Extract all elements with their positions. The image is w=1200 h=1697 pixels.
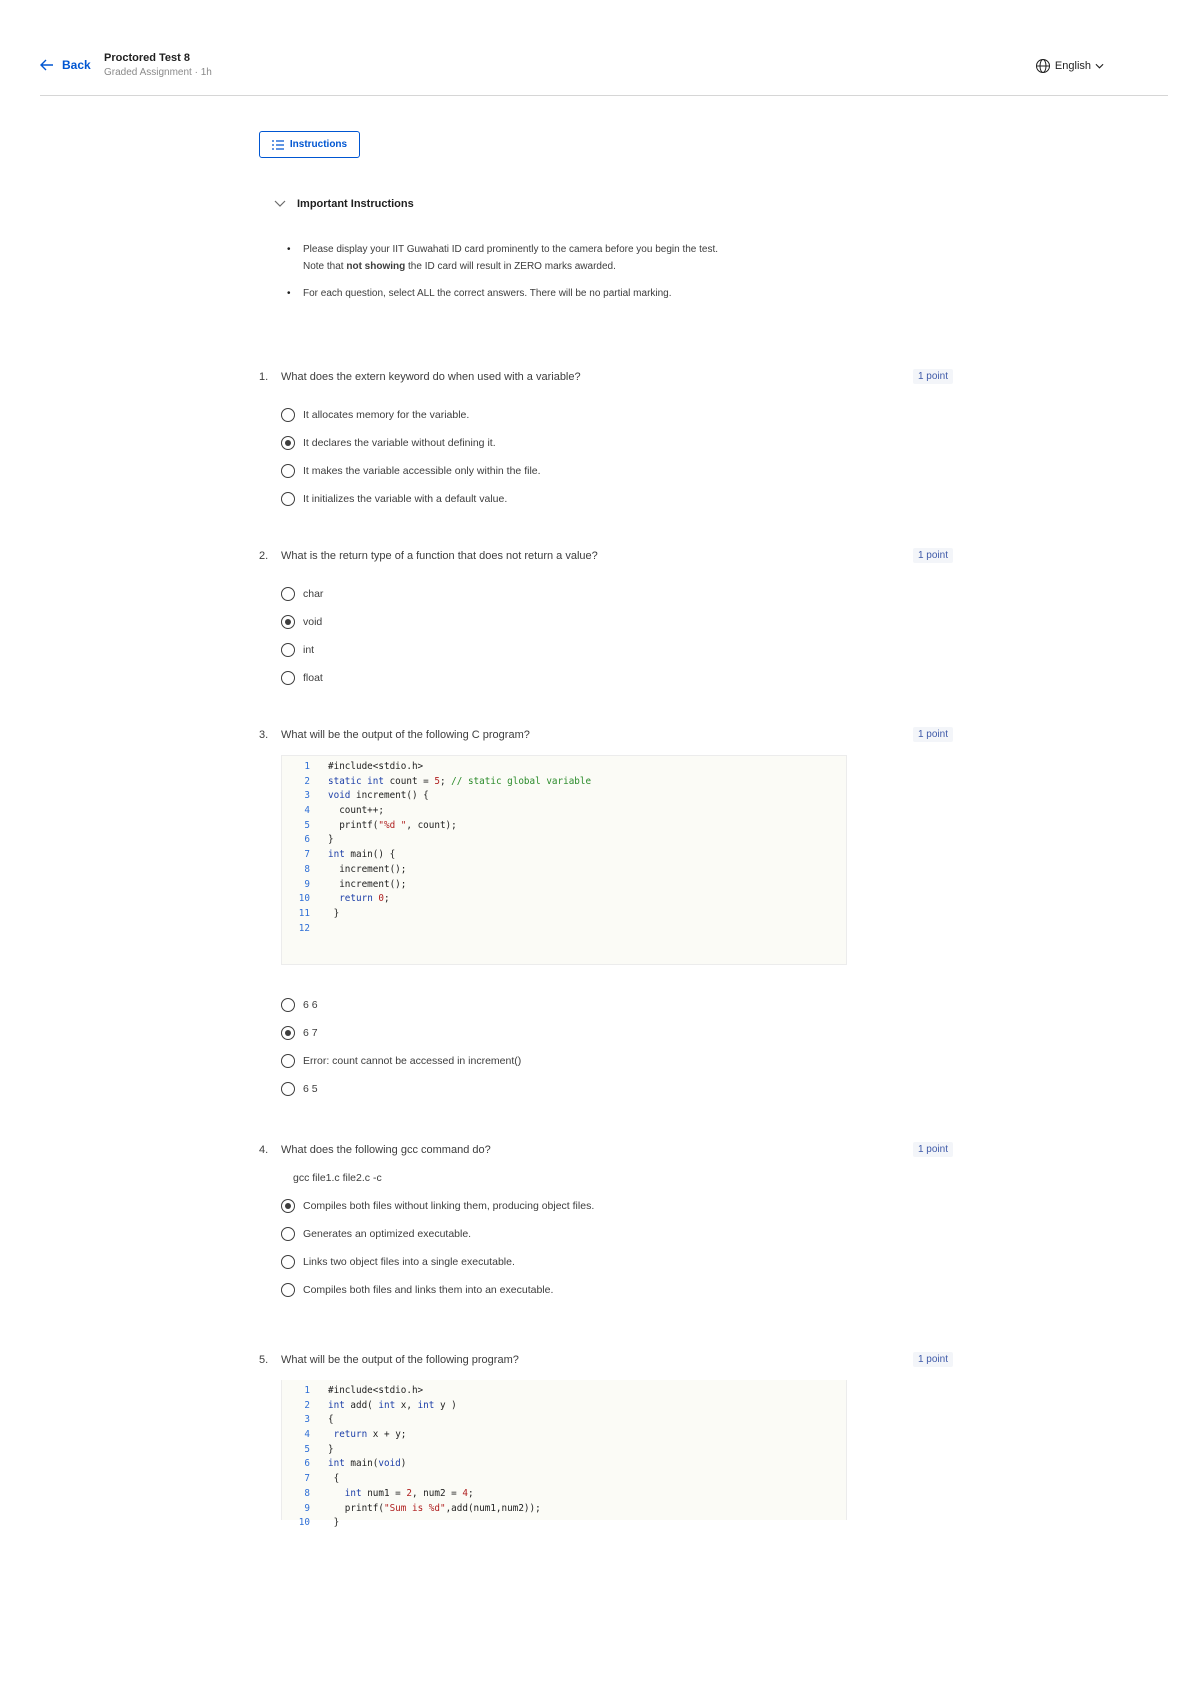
option[interactable] <box>281 664 953 692</box>
important-instructions-heading: Important Instructions <box>297 198 414 210</box>
option[interactable] <box>281 485 953 513</box>
option[interactable] <box>281 991 953 1019</box>
radio-button[interactable] <box>281 1255 295 1269</box>
option[interactable] <box>281 636 953 664</box>
option-label: It declares the variable without defining it. <box>303 437 496 449</box>
option[interactable] <box>281 429 953 457</box>
option-label: Generates an optimized executable. <box>303 1228 472 1240</box>
instructions-button-label: Instructions <box>289 139 348 150</box>
instruction-text: the ID card will result in ZERO marks awarded. <box>405 261 616 272</box>
radio-button[interactable] <box>281 492 295 506</box>
code-line: } <box>328 907 340 919</box>
points-badge: 1 point <box>913 1352 953 1367</box>
question-number: 5. <box>259 1354 269 1366</box>
option-label: Compiles both files and links them into an executable. <box>303 1284 554 1296</box>
question-number: 4. <box>259 1144 269 1156</box>
option[interactable] <box>281 457 953 485</box>
language-selector[interactable] <box>1035 58 1104 74</box>
option[interactable] <box>281 1192 953 1220</box>
option[interactable] <box>281 1047 953 1075</box>
option-label: It makes the variable accessible only within the file. <box>303 465 541 477</box>
radio-button[interactable] <box>281 998 295 1012</box>
options-list <box>281 991 953 1103</box>
options-list <box>281 580 953 692</box>
option-label: It allocates memory for the variable. <box>303 409 470 421</box>
points-badge: 1 point <box>913 1142 953 1157</box>
radio-button[interactable] <box>281 643 295 657</box>
radio-button[interactable] <box>281 1283 295 1297</box>
arrow-left-icon <box>40 59 54 71</box>
option[interactable] <box>281 1276 953 1304</box>
option-label: float <box>303 672 323 684</box>
option-label: Compiles both files without linking them, producing object files. <box>303 1200 595 1212</box>
instruction-item <box>287 285 847 302</box>
question-text: What will be the output of the following C program? <box>281 729 530 741</box>
radio-button-selected[interactable] <box>281 436 295 450</box>
code-line: } <box>328 1443 334 1455</box>
gcc-command: gcc file1.c file2.c -c <box>293 1172 382 1184</box>
code-block: 1 #include<stdio.h> 2 int add( int x, int y ) 3 { 4 return x + y; 5 } 6 int main(void) 7 { 8 int num1 = 2, num2 = 4; 9 printf("Sum is %d",add(num1,num2)); 10 } <box>281 1380 847 1520</box>
points-badge: 1 point <box>913 369 953 384</box>
instruction-emphasis: not showing <box>346 261 406 272</box>
question-2 <box>259 548 953 692</box>
option-label: void <box>303 616 323 628</box>
code-line: #include<stdio.h> <box>328 1385 424 1396</box>
question-5 <box>259 1352 953 1529</box>
top-header <box>40 0 1168 96</box>
question-3 <box>259 727 953 1103</box>
instruction-text: Please display your IIT Guwahati ID card prominently to the camera before you begin the test. <box>303 244 719 255</box>
back-button[interactable] <box>40 58 91 72</box>
radio-button[interactable] <box>281 671 295 685</box>
question-1 <box>259 369 953 513</box>
code-line: } <box>328 834 334 846</box>
code-line: { <box>328 1414 334 1426</box>
question-number: 2. <box>259 550 269 562</box>
option[interactable] <box>281 1220 953 1248</box>
option-label: Error: count cannot be accessed in increment() <box>303 1055 522 1067</box>
language-label: English <box>1054 60 1091 72</box>
list-icon <box>272 140 284 150</box>
code-line: count++; <box>328 805 384 817</box>
options-list <box>281 401 953 513</box>
option-label: 6 6 <box>303 999 318 1011</box>
option-label: 6 5 <box>303 1083 318 1095</box>
radio-button-selected[interactable] <box>281 615 295 629</box>
question-text: What does the extern keyword do when used with a variable? <box>281 371 581 383</box>
instructions-button[interactable] <box>259 131 360 158</box>
option[interactable] <box>281 608 953 636</box>
radio-button[interactable] <box>281 1082 295 1096</box>
page-title: Proctored Test 8 <box>104 52 190 64</box>
code-line: #include<stdio.h> <box>328 761 424 772</box>
instruction-text: For each question, select ALL the correct answers. There will be no partial marking. <box>303 288 672 299</box>
question-number: 1. <box>259 371 269 383</box>
code-line: increment(); <box>328 878 407 890</box>
code-block: 1 #include<stdio.h> 2 static int count = 5; // static global variable 3 void increment() { 4 count++; 5 printf("%d ", count); 6 } 7 int main() { 8 increment(); 9 increment(); 10 return 0; 11 } 12 <box>281 755 847 965</box>
option-label: It initializes the variable with a default value. <box>303 493 508 505</box>
option-label: int <box>303 644 315 656</box>
option-label: 6 7 <box>303 1027 318 1039</box>
option-label: char <box>303 588 324 600</box>
instruction-item <box>287 241 847 275</box>
radio-button-selected[interactable] <box>281 1026 295 1040</box>
option[interactable] <box>281 401 953 429</box>
radio-button[interactable] <box>281 408 295 422</box>
option[interactable] <box>281 580 953 608</box>
option[interactable] <box>281 1019 953 1047</box>
instructions-list <box>287 241 847 312</box>
option-label: Links two object files into a single executable. <box>303 1256 515 1268</box>
radio-button[interactable] <box>281 1227 295 1241</box>
question-text: What is the return type of a function that does not return a value? <box>281 550 598 562</box>
page-title-block <box>104 52 212 78</box>
code-line: increment(); <box>328 863 407 875</box>
chevron-down-icon <box>1095 63 1104 69</box>
important-instructions-toggle[interactable] <box>273 198 414 210</box>
radio-button[interactable] <box>281 587 295 601</box>
globe-icon <box>1035 58 1051 74</box>
instruction-text: Note that <box>303 261 347 272</box>
option[interactable] <box>281 1248 953 1276</box>
question-text: What will be the output of the following program? <box>281 1354 519 1366</box>
option[interactable] <box>281 1075 953 1103</box>
points-badge: 1 point <box>913 548 953 563</box>
points-badge: 1 point <box>913 727 953 742</box>
question-4 <box>259 1142 953 1304</box>
radio-button-selected[interactable] <box>281 1199 295 1213</box>
question-number: 3. <box>259 729 269 741</box>
question-text: What does the following gcc command do? <box>281 1144 491 1156</box>
page-subtitle: Graded Assignment · 1h <box>104 67 212 78</box>
options-list <box>281 1192 953 1304</box>
radio-button[interactable] <box>281 1054 295 1068</box>
code-line: { <box>328 1473 340 1485</box>
radio-button[interactable] <box>281 464 295 478</box>
code-line: } <box>328 1517 340 1529</box>
back-label: Back <box>62 58 91 72</box>
chevron-down-icon <box>273 199 287 209</box>
